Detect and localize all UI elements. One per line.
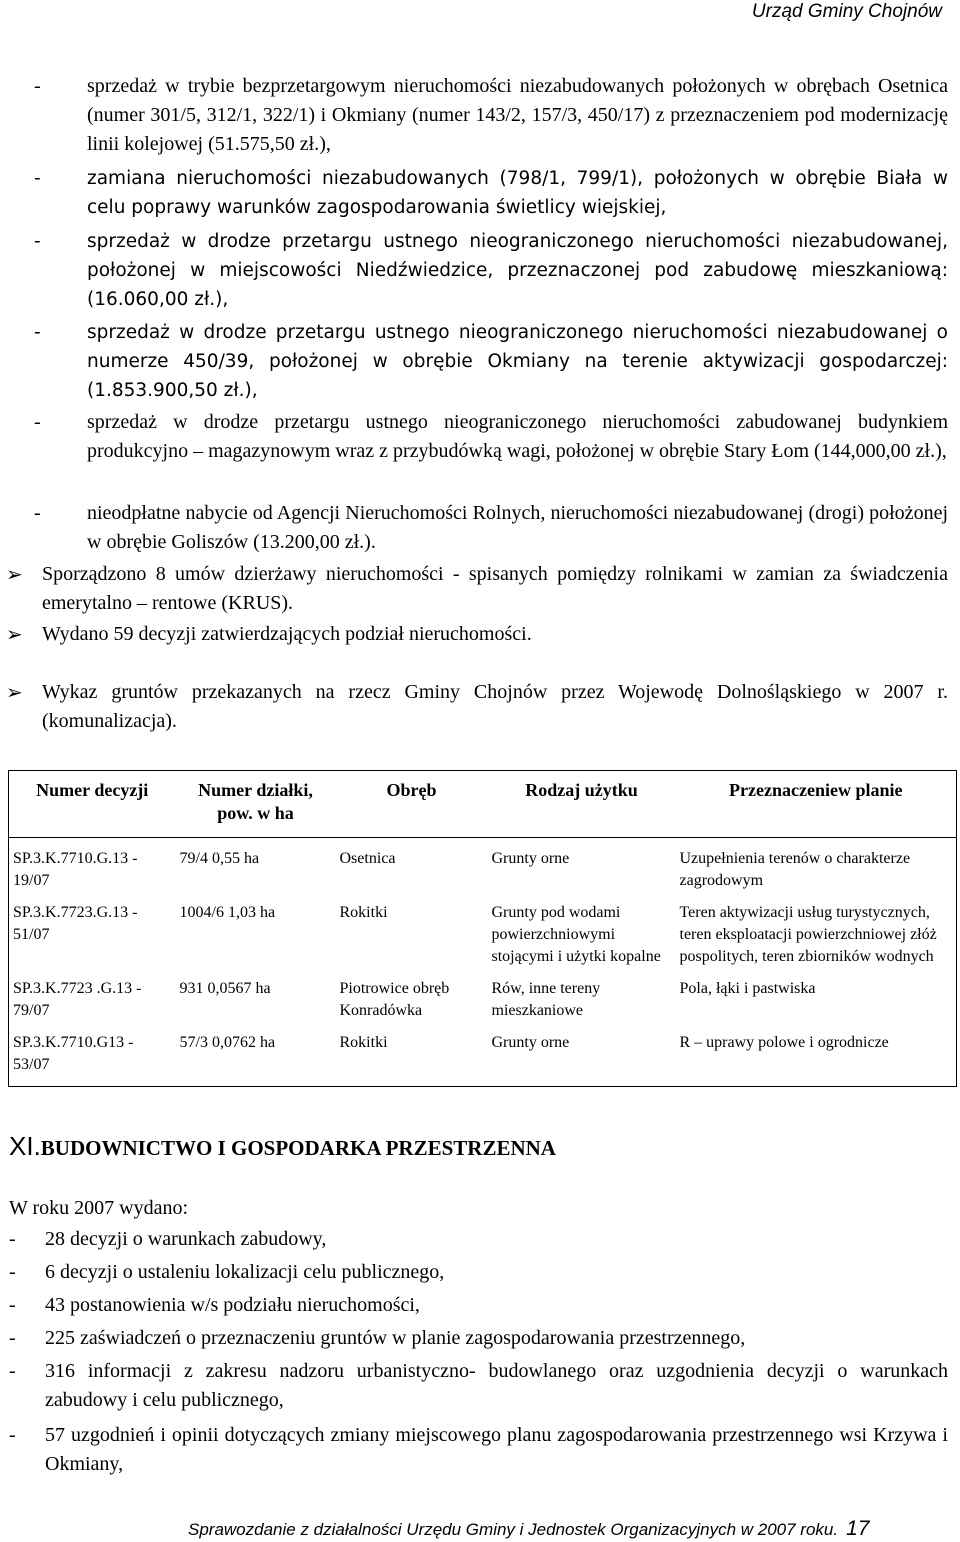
list-item-text: zamiana nieruchomości niezabudowanych (798/1, 799/1), położonych w obrębie Biała w celu poprawy warunków zagospodarowania świetlicy wiejskiej, bbox=[87, 168, 948, 218]
list-item-text: sprzedaż w drodze przetargu ustnego nieograniczonego nieruchomości niezabudowanej, położonej w miejscowości Niedźwiedzice, przeznaczonej pod zabudowę mieszkaniową: (16.060,00 zł.), bbox=[87, 231, 948, 310]
list-item bbox=[34, 164, 948, 222]
list-item-text: 43 postanowienia w/s podziału nieruchomości, bbox=[45, 1294, 420, 1316]
list-item-text: sprzedaż w drodze przetargu ustnego nieograniczonego nieruchomości zabudowanej budynkiem produkcyjno – magazynowym wraz z przybudówką wagi, położonej w obrębie Stary Łom (144,000,00 zł.), bbox=[87, 411, 948, 462]
list-item bbox=[6, 560, 948, 618]
table-cell: Rokitki bbox=[339, 1034, 388, 1051]
list-item-text: 316 informacji z zakresu nadzoru urbanistyczno- budowlanego oraz uzgodnienia decyzji o warunkach zabudowy i celu publicznego, bbox=[45, 1360, 948, 1411]
table-row bbox=[9, 978, 957, 1032]
land-transfer-table bbox=[8, 770, 957, 1087]
table-cell: Osetnica bbox=[339, 850, 396, 867]
dash-marker: - bbox=[34, 231, 41, 252]
dash-marker: - bbox=[9, 1360, 16, 1382]
table-cell: Pola, łąki i pastwiska bbox=[679, 980, 816, 997]
list-item-text: sprzedaż w drodze przetargu ustnego nieograniczonego nieruchomości niezabudowanej o numerze 450/39, położonej w obrębie Okmiany na terenie aktywizacji gospodarczej: (1.853.900,50 zł.), bbox=[87, 322, 948, 401]
dash-marker: - bbox=[34, 322, 41, 343]
list-item-text: Sporządzono 8 umów dzierżawy nieruchomości - spisanych pomiędzy rolnikami w zamian za świadczenia emerytalno – rentowe (KRUS). bbox=[42, 563, 948, 614]
table-cell: Rów, inne tereny mieszkaniowe bbox=[491, 980, 601, 1019]
dash-marker: - bbox=[9, 1261, 16, 1283]
table-cell: 57/3 0,0762 ha bbox=[179, 1034, 276, 1051]
dash-marker: - bbox=[9, 1327, 16, 1349]
dash-marker: - bbox=[9, 1228, 16, 1250]
list-item bbox=[9, 1421, 948, 1479]
section-number: XI. bbox=[9, 1131, 41, 1161]
table-header-row bbox=[9, 771, 957, 838]
list-item-text: 28 decyzji o warunkach zabudowy, bbox=[45, 1228, 327, 1250]
table-cell: Teren aktywizacji usług turystycznych, teren eksploatacji powierzchniowej złóż pospolitych, teren zbiorników wodnych bbox=[679, 904, 937, 965]
column-header: Obręb bbox=[336, 771, 488, 838]
table-cell: SP.3.K.7710.G.13 - 19/07 bbox=[13, 850, 138, 889]
dash-marker: - bbox=[34, 168, 41, 189]
page-footer bbox=[188, 1517, 869, 1541]
table-cell: SP.3.K.7723 .G.13 - 79/07 bbox=[13, 980, 142, 1019]
list-item bbox=[9, 1291, 948, 1320]
table-row bbox=[9, 838, 957, 903]
table-row bbox=[9, 1032, 957, 1087]
list-item-text: 57 uzgodnień i opinii dotyczących zmiany miejscowego planu zagospodarowania przestrzennego wsi Krzywa i Okmiany, bbox=[45, 1424, 948, 1475]
list-item-text: Wykaz gruntów przekazanych na rzecz Gminy Chojnów przez Wojewodę Dolnośląskiego w 2007 r. (komunalizacja). bbox=[42, 681, 948, 732]
arrow-bullet-icon: ➢ bbox=[6, 562, 23, 586]
arrow-bullet-icon: ➢ bbox=[6, 622, 23, 646]
page-number: 17 bbox=[846, 1517, 870, 1540]
table-cell: SP.3.K.7710.G13 - 53/07 bbox=[13, 1034, 134, 1073]
table-cell: SP.3.K.7723.G.13 - 51/07 bbox=[13, 904, 138, 943]
footer-text: Sprawozdanie z działalności Urzędu Gminy i Jednostek Organizacyjnych w 2007 roku. bbox=[188, 1520, 839, 1539]
list-item-text: nieodpłatne nabycie od Agencji Nieruchomości Rolnych, nieruchomości niezabudowanej (drogi) położonej w obrębie Goliszów (13.200,00 zł.). bbox=[87, 502, 948, 553]
list-item bbox=[9, 1357, 948, 1415]
dash-marker: - bbox=[34, 411, 41, 433]
page-header: Urząd Gminy Chojnów bbox=[751, 1, 942, 22]
table-cell: Grunty orne bbox=[491, 850, 570, 867]
list-item-text: sprzedaż w trybie bezprzetargowym nieruchomości niezabudowanych położonych w obrębach Osetnica (numer 301/5, 312/1, 322/1) i Okmiany (numer 143/2, 157/3, 450/17) z przeznaczeniem pod modernizację linii kolejowej (51.575,50 zł.), bbox=[87, 75, 948, 155]
section-title: BUDOWNICTWO I GOSPODARKA PRZESTRZENNA bbox=[40, 1136, 556, 1160]
list-item bbox=[34, 72, 948, 159]
section-heading bbox=[9, 1131, 556, 1162]
arrow-bullet-icon: ➢ bbox=[6, 680, 23, 704]
table-cell: Grunty orne bbox=[491, 1034, 570, 1051]
table-cell: 1004/6 1,03 ha bbox=[179, 904, 276, 921]
list-item bbox=[9, 1324, 948, 1353]
column-header: Numer działki, pow. w ha bbox=[176, 771, 336, 838]
list-item-text: Wydano 59 decyzji zatwierdzających podział nieruchomości. bbox=[42, 623, 532, 645]
intro-text: W roku 2007 wydano: bbox=[9, 1197, 189, 1219]
list-item bbox=[9, 1225, 948, 1254]
list-item bbox=[34, 499, 948, 557]
column-header: Rodzaj użytku bbox=[488, 771, 676, 838]
table-cell: Grunty pod wodami powierzchniowymi stojącymi i użytki kopalne bbox=[491, 904, 661, 965]
column-header: Numer decyzji bbox=[9, 771, 176, 838]
list-item bbox=[34, 408, 948, 466]
dash-marker: - bbox=[9, 1424, 16, 1446]
list-item bbox=[6, 678, 948, 736]
table-cell: R – uprawy polowe i ogrodnicze bbox=[679, 1034, 889, 1051]
list-item-text: 6 decyzji o ustaleniu lokalizacji celu publicznego, bbox=[45, 1261, 445, 1283]
dash-marker: - bbox=[34, 502, 41, 524]
table-cell: Rokitki bbox=[339, 904, 388, 921]
table-cell: 79/4 0,55 ha bbox=[179, 850, 260, 867]
list-item bbox=[34, 318, 948, 405]
table-cell: Piotrowice obręb Konradówka bbox=[339, 980, 450, 1019]
table-cell: 931 0,0567 ha bbox=[179, 980, 271, 997]
list-item bbox=[9, 1258, 948, 1287]
list-item bbox=[34, 227, 948, 314]
column-header: Przeznaczeniew planie bbox=[676, 771, 957, 838]
list-item-text: 225 zaświadczeń o przeznaczeniu gruntów w planie zagospodarowania przestrzennego, bbox=[45, 1327, 746, 1349]
dash-marker: - bbox=[34, 75, 41, 97]
dash-marker: - bbox=[9, 1294, 16, 1316]
list-item bbox=[6, 620, 948, 649]
table-row bbox=[9, 902, 957, 978]
table-cell: Uzupełnienia terenów o charakterze zagrodowym bbox=[679, 850, 911, 889]
